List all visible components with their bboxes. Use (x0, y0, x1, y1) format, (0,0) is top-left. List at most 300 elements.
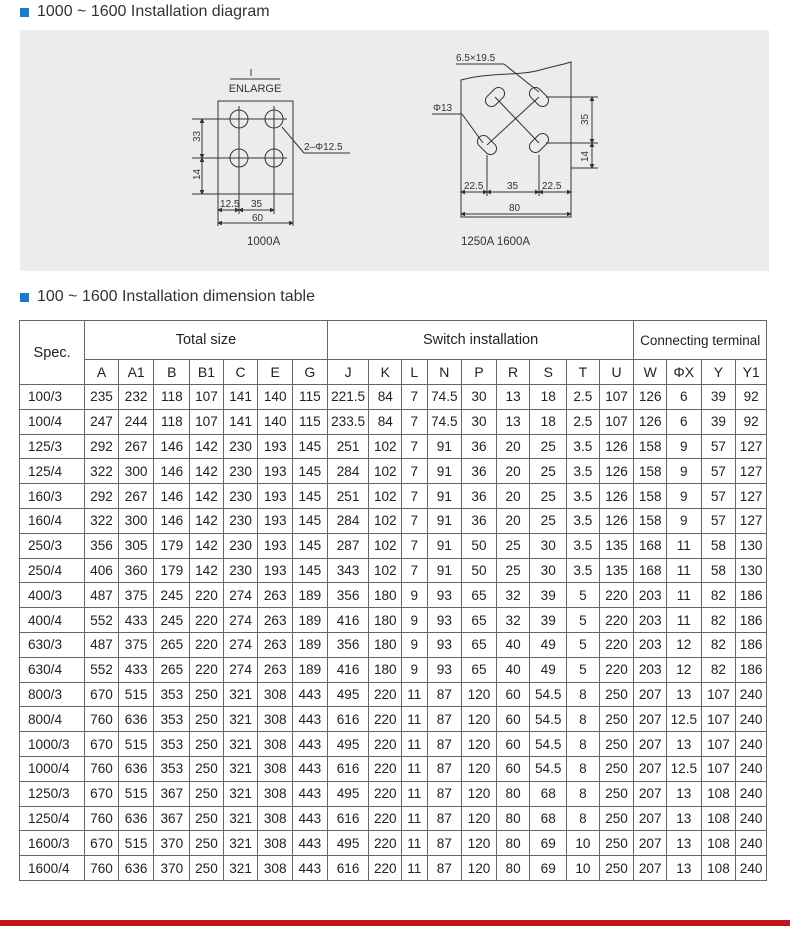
table-cell: 193 (258, 459, 293, 484)
table-cell: 321 (223, 682, 258, 707)
table-cell: 107 (701, 756, 736, 781)
column-header: L (402, 360, 427, 385)
dimension-table-title-text: 100 ~ 1600 Installation dimension table (37, 288, 315, 305)
table-cell: 92 (736, 385, 767, 410)
hole-callout-1000a: 2–Φ12.5 (304, 142, 343, 153)
table-cell: 126 (634, 409, 667, 434)
table-cell: 416 (327, 657, 369, 682)
table-cell: 443 (292, 682, 327, 707)
column-header: Y (701, 360, 736, 385)
table-cell: 760 (85, 856, 119, 881)
table-cell: 30 (462, 385, 497, 410)
table-cell: 263 (258, 632, 293, 657)
table-cell: 5 (567, 608, 600, 633)
table-cell: 616 (327, 756, 369, 781)
table-cell: 220 (369, 707, 402, 732)
table-cell: 127 (736, 459, 767, 484)
table-cell: 636 (118, 756, 154, 781)
table-cell: 207 (634, 806, 667, 831)
table-cell: 91 (427, 434, 462, 459)
table-cell: 8 (567, 806, 600, 831)
table-cell: 146 (154, 508, 190, 533)
table-cell: 102 (369, 434, 402, 459)
table-cell: 108 (701, 831, 736, 856)
table-cell: 13 (667, 831, 702, 856)
table-cell: 321 (223, 831, 258, 856)
table-cell: 230 (223, 459, 258, 484)
table-cell: 250 (190, 707, 224, 732)
table-cell: 186 (736, 583, 767, 608)
table-cell: 193 (258, 533, 293, 558)
table-cell: 54.5 (530, 707, 567, 732)
table-cell: 9 (667, 484, 702, 509)
table-cell: 251 (327, 484, 369, 509)
table-cell: 12 (667, 632, 702, 657)
table-cell: 495 (327, 781, 369, 806)
table-cell: 8 (567, 682, 600, 707)
dim-22-5-right: 22.5 (542, 181, 562, 192)
table-cell: 3.5 (567, 459, 600, 484)
table-cell: 87 (427, 856, 462, 881)
section-marker-icon (20, 8, 29, 17)
table-cell: 180 (369, 632, 402, 657)
table-cell: 36 (462, 508, 497, 533)
table-row (20, 856, 767, 881)
table-cell: 39 (701, 385, 736, 410)
table-cell: 267 (118, 484, 154, 509)
table-cell: 495 (327, 732, 369, 757)
table-cell: 80 (496, 781, 530, 806)
table-cell: 7 (402, 558, 427, 583)
table-cell: 158 (634, 508, 667, 533)
table-cell: 250 (599, 781, 634, 806)
table-cell: 126 (599, 484, 634, 509)
table-cell: 552 (85, 657, 119, 682)
table-cell: 292 (85, 434, 119, 459)
table-cell: 370 (154, 856, 190, 881)
table-cell: 356 (327, 632, 369, 657)
table-cell: 250 (190, 806, 224, 831)
table-cell: 108 (701, 781, 736, 806)
table-cell: 240 (736, 682, 767, 707)
table-cell: 232 (118, 385, 154, 410)
table-row (20, 732, 767, 757)
table-cell: 240 (736, 856, 767, 881)
table-cell: 240 (736, 707, 767, 732)
table-cell: 230 (223, 434, 258, 459)
table-cell: 207 (634, 682, 667, 707)
table-cell: 2.5 (567, 385, 600, 410)
table-cell: 39 (701, 409, 736, 434)
table-cell: 670 (85, 781, 119, 806)
table-cell: 82 (701, 657, 736, 682)
table-cell: 220 (599, 657, 634, 682)
table-cell: 87 (427, 732, 462, 757)
table-cell: 57 (701, 508, 736, 533)
table-cell: 82 (701, 632, 736, 657)
table-row (20, 657, 767, 682)
spec-cell: 400/4 (20, 608, 85, 633)
table-cell: 158 (634, 459, 667, 484)
column-header: R (496, 360, 530, 385)
table-cell: 443 (292, 806, 327, 831)
column-header: W (634, 360, 667, 385)
installation-diagram-title-text: 1000 ~ 1600 Installation diagram (37, 3, 270, 20)
installation-dimension-table (19, 320, 767, 881)
table-cell: 322 (85, 459, 119, 484)
table-cell: 146 (154, 434, 190, 459)
table-cell: 8 (567, 707, 600, 732)
table-cell: 245 (154, 583, 190, 608)
table-row (20, 385, 767, 410)
table-cell: 203 (634, 608, 667, 633)
table-cell: 120 (462, 756, 497, 781)
table-cell: 250 (190, 856, 224, 881)
table-cell: 263 (258, 583, 293, 608)
table-cell: 8 (567, 756, 600, 781)
table-cell: 11 (402, 831, 427, 856)
spec-cell: 1250/4 (20, 806, 85, 831)
table-cell: 308 (258, 756, 293, 781)
table-cell: 220 (190, 632, 224, 657)
table-cell: 274 (223, 657, 258, 682)
table-cell: 760 (85, 806, 119, 831)
table-cell: 274 (223, 608, 258, 633)
table-cell: 179 (154, 558, 190, 583)
table-cell: 443 (292, 831, 327, 856)
table-cell: 443 (292, 781, 327, 806)
section-marker-icon (20, 293, 29, 302)
table-cell: 91 (427, 533, 462, 558)
table-cell: 142 (190, 484, 224, 509)
table-cell: 443 (292, 856, 327, 881)
column-header: B1 (190, 360, 224, 385)
column-header-row (20, 360, 767, 385)
caption-1250a-1600a: 1250A 1600A (461, 236, 531, 248)
table-cell: 305 (118, 533, 154, 558)
switch-installation-header: Switch installation (327, 321, 634, 360)
table-cell: 54.5 (530, 732, 567, 757)
table-cell: 20 (496, 434, 530, 459)
table-cell: 443 (292, 756, 327, 781)
table-cell: 9 (402, 632, 427, 657)
table-cell: 7 (402, 533, 427, 558)
table-cell: 616 (327, 856, 369, 881)
table-cell: 145 (292, 508, 327, 533)
table-cell: 321 (223, 806, 258, 831)
table-cell: 25 (530, 508, 567, 533)
table-cell: 107 (701, 732, 736, 757)
table-cell: 11 (667, 608, 702, 633)
table-cell: 65 (462, 657, 497, 682)
table-cell: 135 (599, 558, 634, 583)
table-cell: 300 (118, 459, 154, 484)
spec-cell: 400/3 (20, 583, 85, 608)
table-cell: 495 (327, 831, 369, 856)
table-cell: 220 (369, 682, 402, 707)
table-cell: 180 (369, 657, 402, 682)
table-cell: 36 (462, 459, 497, 484)
table-cell: 120 (462, 682, 497, 707)
table-row (20, 434, 767, 459)
table-cell: 84 (369, 409, 402, 434)
table-cell: 126 (599, 459, 634, 484)
spec-cell: 125/4 (20, 459, 85, 484)
table-cell: 20 (496, 508, 530, 533)
table-cell: 40 (496, 657, 530, 682)
spec-cell: 630/3 (20, 632, 85, 657)
table-cell: 146 (154, 484, 190, 509)
spec-cell: 160/3 (20, 484, 85, 509)
table-cell: 9 (667, 508, 702, 533)
table-cell: 220 (599, 632, 634, 657)
connecting-terminal-header: Connecting terminal (634, 321, 767, 360)
dim-60: 60 (252, 213, 264, 224)
table-cell: 102 (369, 533, 402, 558)
table-cell: 207 (634, 781, 667, 806)
table-cell: 616 (327, 707, 369, 732)
table-cell: 7 (402, 385, 427, 410)
table-cell: 343 (327, 558, 369, 583)
table-cell: 12 (667, 657, 702, 682)
spec-cell: 1600/4 (20, 856, 85, 881)
table-cell: 207 (634, 856, 667, 881)
table-cell: 120 (462, 707, 497, 732)
table-cell: 244 (118, 409, 154, 434)
table-cell: 3.5 (567, 434, 600, 459)
table-cell: 3.5 (567, 558, 600, 583)
table-cell: 69 (530, 856, 567, 881)
table-cell: 9 (402, 657, 427, 682)
table-cell: 102 (369, 484, 402, 509)
table-cell: 39 (530, 608, 567, 633)
table-cell: 193 (258, 558, 293, 583)
dim-35-bottom-left: 35 (251, 199, 263, 210)
table-cell: 11 (402, 856, 427, 881)
table-cell: 91 (427, 484, 462, 509)
table-cell: 300 (118, 508, 154, 533)
table-cell: 12.5 (667, 756, 702, 781)
installation-diagram-panel (20, 30, 769, 271)
table-row (20, 831, 767, 856)
table-cell: 49 (530, 657, 567, 682)
table-cell: 60 (496, 732, 530, 757)
table-cell: 7 (402, 409, 427, 434)
table-cell: 74.5 (427, 385, 462, 410)
spec-cell: 630/4 (20, 657, 85, 682)
table-cell: 356 (85, 533, 119, 558)
table-cell: 247 (85, 409, 119, 434)
column-header: A (85, 360, 119, 385)
dimension-table-title (20, 287, 315, 307)
table-cell: 180 (369, 608, 402, 633)
table-cell: 6 (667, 385, 702, 410)
table-cell: 370 (154, 831, 190, 856)
table-cell: 616 (327, 806, 369, 831)
table-cell: 308 (258, 856, 293, 881)
table-cell: 58 (701, 533, 736, 558)
table-cell: 515 (118, 831, 154, 856)
table-cell: 40 (496, 632, 530, 657)
table-cell: 250 (599, 707, 634, 732)
table-cell: 220 (369, 781, 402, 806)
table-cell: 58 (701, 558, 736, 583)
table-cell: 127 (736, 484, 767, 509)
dim-33-left: 33 (192, 130, 203, 142)
table-cell: 367 (154, 781, 190, 806)
table-cell: 82 (701, 608, 736, 633)
table-cell: 108 (701, 806, 736, 831)
slot-callout: 6.5×19.5 (456, 53, 496, 64)
table-cell: 353 (154, 732, 190, 757)
table-row (20, 409, 767, 434)
table-cell: 250 (599, 732, 634, 757)
dim-35-right: 35 (580, 113, 591, 125)
table-cell: 57 (701, 484, 736, 509)
table-cell: 80 (496, 806, 530, 831)
table-cell: 263 (258, 657, 293, 682)
table-cell: 367 (154, 806, 190, 831)
table-cell: 107 (701, 682, 736, 707)
table-cell: 30 (530, 558, 567, 583)
table-cell: 250 (599, 831, 634, 856)
table-cell: 416 (327, 608, 369, 633)
table-cell: 250 (599, 856, 634, 881)
table-cell: 87 (427, 756, 462, 781)
figure-1000a (192, 68, 350, 248)
dim-12-5: 12.5 (220, 199, 240, 210)
table-cell: 220 (369, 856, 402, 881)
table-cell: 5 (567, 657, 600, 682)
caption-1000a: 1000A (247, 236, 281, 248)
table-cell: 25 (530, 434, 567, 459)
table-cell: 102 (369, 459, 402, 484)
table-cell: 203 (634, 632, 667, 657)
table-cell: 118 (154, 385, 190, 410)
table-cell: 230 (223, 484, 258, 509)
table-cell: 443 (292, 707, 327, 732)
dimension-table-body (20, 385, 767, 881)
table-cell: 220 (190, 583, 224, 608)
table-row (20, 682, 767, 707)
table-cell: 93 (427, 583, 462, 608)
table-cell: 102 (369, 558, 402, 583)
table-cell: 193 (258, 508, 293, 533)
column-header: J (327, 360, 369, 385)
table-cell: 93 (427, 632, 462, 657)
table-cell: 84 (369, 385, 402, 410)
table-cell: 221.5 (327, 385, 369, 410)
table-cell: 220 (599, 583, 634, 608)
table-row (20, 608, 767, 633)
spec-cell: 1250/3 (20, 781, 85, 806)
table-cell: 321 (223, 856, 258, 881)
table-cell: 353 (154, 707, 190, 732)
table-cell: 11 (667, 533, 702, 558)
table-cell: 284 (327, 459, 369, 484)
spec-cell: 125/3 (20, 434, 85, 459)
table-cell: 20 (496, 484, 530, 509)
table-cell: 375 (118, 632, 154, 657)
table-cell: 107 (190, 385, 224, 410)
table-cell: 250 (190, 732, 224, 757)
table-cell: 141 (223, 385, 258, 410)
table-cell: 186 (736, 632, 767, 657)
dim-14-right: 14 (580, 150, 591, 162)
column-header: P (462, 360, 497, 385)
table-cell: 2.5 (567, 409, 600, 434)
table-cell: 30 (530, 533, 567, 558)
table-cell: 36 (462, 434, 497, 459)
table-row (20, 781, 767, 806)
table-cell: 274 (223, 632, 258, 657)
spec-header: Spec. (20, 321, 85, 385)
spec-cell: 1000/4 (20, 756, 85, 781)
column-header: C (223, 360, 258, 385)
table-cell: 68 (530, 806, 567, 831)
table-cell: 82 (701, 583, 736, 608)
table-cell: 12.5 (667, 707, 702, 732)
table-cell: 180 (369, 583, 402, 608)
table-cell: 158 (634, 484, 667, 509)
table-cell: 360 (118, 558, 154, 583)
table-cell: 250 (190, 831, 224, 856)
table-cell: 8 (567, 732, 600, 757)
spec-cell: 250/3 (20, 533, 85, 558)
table-cell: 321 (223, 732, 258, 757)
spec-cell: 100/4 (20, 409, 85, 434)
table-cell: 108 (701, 856, 736, 881)
dim-14-left: 14 (192, 168, 203, 180)
table-cell: 18 (530, 409, 567, 434)
column-header: ΦX (667, 360, 702, 385)
table-cell: 80 (496, 831, 530, 856)
table-cell: 760 (85, 756, 119, 781)
table-cell: 13 (667, 856, 702, 881)
table-cell: 91 (427, 459, 462, 484)
table-cell: 107 (599, 409, 634, 434)
table-cell: 250 (190, 682, 224, 707)
table-cell: 102 (369, 508, 402, 533)
table-cell: 9 (402, 583, 427, 608)
table-row (20, 806, 767, 831)
table-cell: 250 (599, 682, 634, 707)
table-cell: 5 (567, 583, 600, 608)
table-cell: 220 (369, 806, 402, 831)
table-cell: 240 (736, 756, 767, 781)
table-cell: 13 (667, 682, 702, 707)
table-cell: 7 (402, 484, 427, 509)
table-cell: 552 (85, 608, 119, 633)
label-i: I (249, 68, 253, 79)
table-cell: 87 (427, 682, 462, 707)
table-cell: 308 (258, 831, 293, 856)
table-cell: 240 (736, 806, 767, 831)
table-cell: 250 (190, 781, 224, 806)
table-cell: 265 (154, 657, 190, 682)
table-cell: 308 (258, 806, 293, 831)
table-cell: 670 (85, 831, 119, 856)
table-cell: 120 (462, 781, 497, 806)
column-header: N (427, 360, 462, 385)
table-cell: 487 (85, 583, 119, 608)
table-cell: 203 (634, 583, 667, 608)
table-cell: 120 (462, 856, 497, 881)
table-cell: 130 (736, 558, 767, 583)
table-cell: 207 (634, 732, 667, 757)
table-cell: 11 (402, 756, 427, 781)
installation-diagram (20, 30, 769, 271)
